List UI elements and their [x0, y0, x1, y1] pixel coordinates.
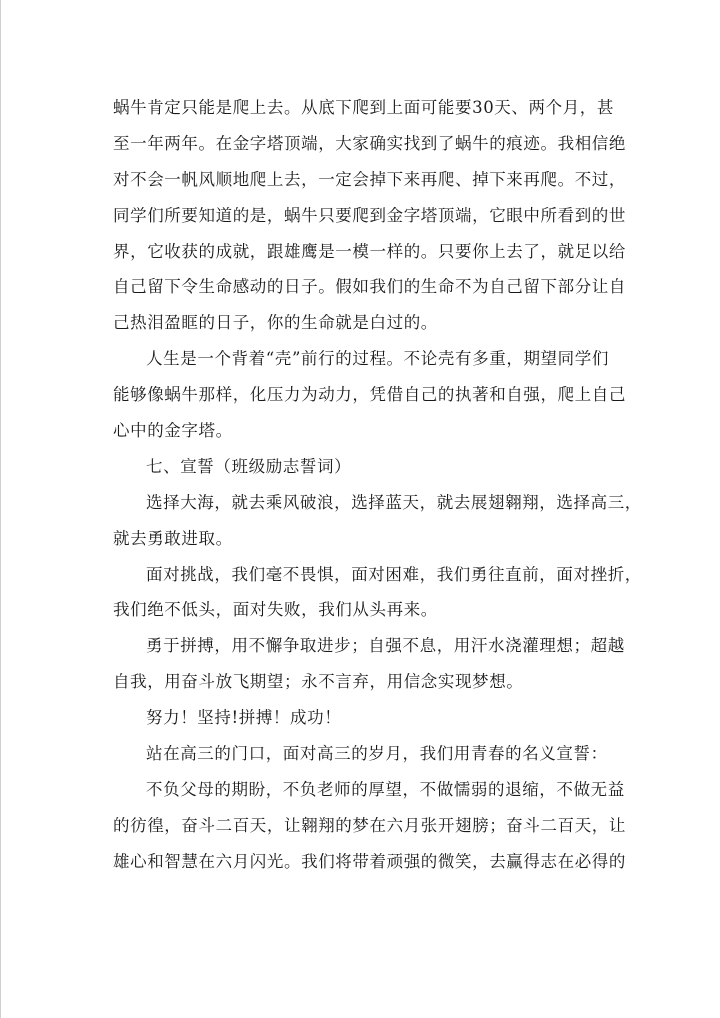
text-line: 自我，用奋斗放飞期望；永不言弃，用信念实现梦想。 — [113, 672, 524, 692]
text-line: 面对挑战，我们毫不畏惧，面对困难，我们勇往直前，面对挫折， — [146, 564, 642, 584]
text-line: 心中的金字塔。 — [113, 421, 233, 441]
text-line: 的彷徨，奋斗二百天，让翱翔的梦在六月张开翅膀；奋斗二百天，让 — [113, 815, 626, 835]
text-line: 站在高三的门口，面对高三的岁月，我们用青春的名义宣誓： — [146, 744, 608, 764]
text-line: 同学们所要知道的是，蜗牛只要爬到金字塔顶端，它眼中所看到的世 — [113, 205, 626, 225]
text-line: 选择大海，就去乘风破浪，选择蓝天，就去展翅翱翔，选择高三， — [146, 492, 642, 512]
text-line: 不负父母的期盼，不负老师的厚望，不做懦弱的退缩，不做无益 — [146, 779, 625, 799]
text-line: 雄心和智慧在六月闪光。我们将带着顽强的微笑，去赢得志在必得的 — [113, 851, 626, 871]
document-body — [113, 90, 642, 880]
text-line: 人生是一个背着“壳”前行的过程。不论壳有多重，期望同学们 — [146, 349, 609, 369]
text-line: 己热泪盈眶的日子，你的生命就是白过的。 — [113, 313, 438, 333]
text-line: 我们绝不低头，面对失败，我们从头再来。 — [113, 600, 438, 620]
text-line: 能够像蜗牛那样，化压力为动力，凭借自己的执著和自强，爬上自己 — [113, 385, 626, 405]
text-line: 努力！坚持!拼搏！成功！ — [146, 708, 342, 728]
text-line: 勇于拼搏，用不懈争取进步；自强不息，用汗水浇灌理想；超越 — [146, 636, 625, 656]
text-line: 蜗牛肯定只能是爬上去。从底下爬到上面可能要30天、两个月，甚 — [113, 98, 614, 117]
text-line: 七、宣誓（班级励志誓词） — [146, 456, 352, 476]
text-line: 对不会一帆风顺地爬上去，一定会掉下来再爬、掉下来再爬。不过， — [113, 169, 626, 189]
text-line: 自己留下令生命感动的日子。假如我们的生命不为自己留下部分让自 — [113, 277, 626, 297]
text-line: 就去勇敢进取。 — [113, 528, 233, 548]
text-line: 至一年两年。在金字塔顶端，大家确实找到了蜗牛的痕迹。我相信绝 — [113, 133, 626, 153]
text-line: 界，它收获的成就，跟雄鹰是一模一样的。只要你上去了，就足以给 — [113, 241, 626, 261]
